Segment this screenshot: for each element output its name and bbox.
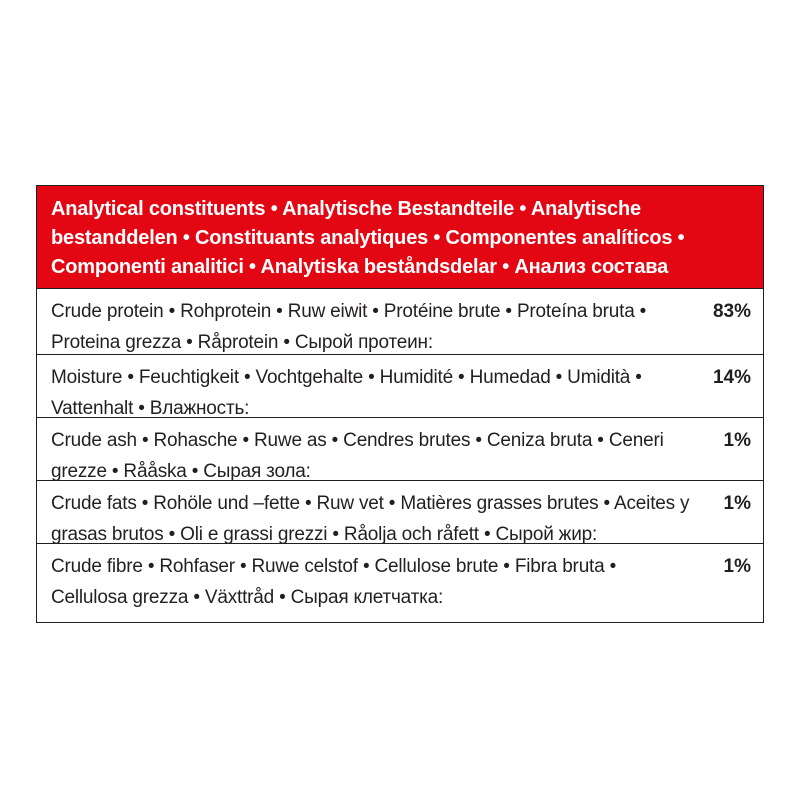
table-row-crude-ash — [37, 418, 763, 481]
row-label: Moisture • Feuchtigkeit • Vochtgehalte • Humidité • Humedad • Umidità • Vattenhalt • Влажность: — [51, 367, 642, 419]
row-value: 1% — [723, 493, 751, 514]
row-label: Crude fibre • Rohfaser • Ruwe celstof • Cellulose brute • Fibra bruta • Cellulosa grezza • Växttråd • Сырая клетчатка: — [51, 556, 617, 608]
table-row-moisture — [37, 355, 763, 418]
row-label: Crude protein • Rohprotein • Ruw eiwit • Protéine brute • Proteína bruta • Proteina grezza • Råprotein • Сырой протеин: — [51, 301, 647, 353]
table-header — [37, 186, 763, 289]
row-label: Crude ash • Rohasche • Ruwe as • Cendres brutes • Ceniza bruta • Ceneri grezze • Rååska • Сырая зола: — [51, 430, 664, 482]
row-label: Crude fats • Rohöle und –fette • Ruw vet • Matières grasses brutes • Aceites y grasas brutos • Oli e grassi grezzi • Råolja och råfett • Сырой жир: — [51, 493, 690, 545]
row-value: 14% — [712, 367, 751, 388]
table-row-crude-fibre — [37, 544, 763, 622]
row-value: 1% — [723, 556, 751, 577]
table-title: Analytical constituents • Analytische Bestandteile • Analytische bestanddelen • Constituants analytiques • Componentes analíticos • Componenti analitici • Analytiska beståndsdelar • Анализ состава — [51, 198, 685, 278]
table-row-crude-protein — [37, 289, 763, 355]
analytical-constituents-table — [36, 185, 764, 623]
row-value: 83% — [712, 301, 751, 322]
row-value: 1% — [723, 430, 751, 451]
table-row-crude-fats — [37, 481, 763, 544]
